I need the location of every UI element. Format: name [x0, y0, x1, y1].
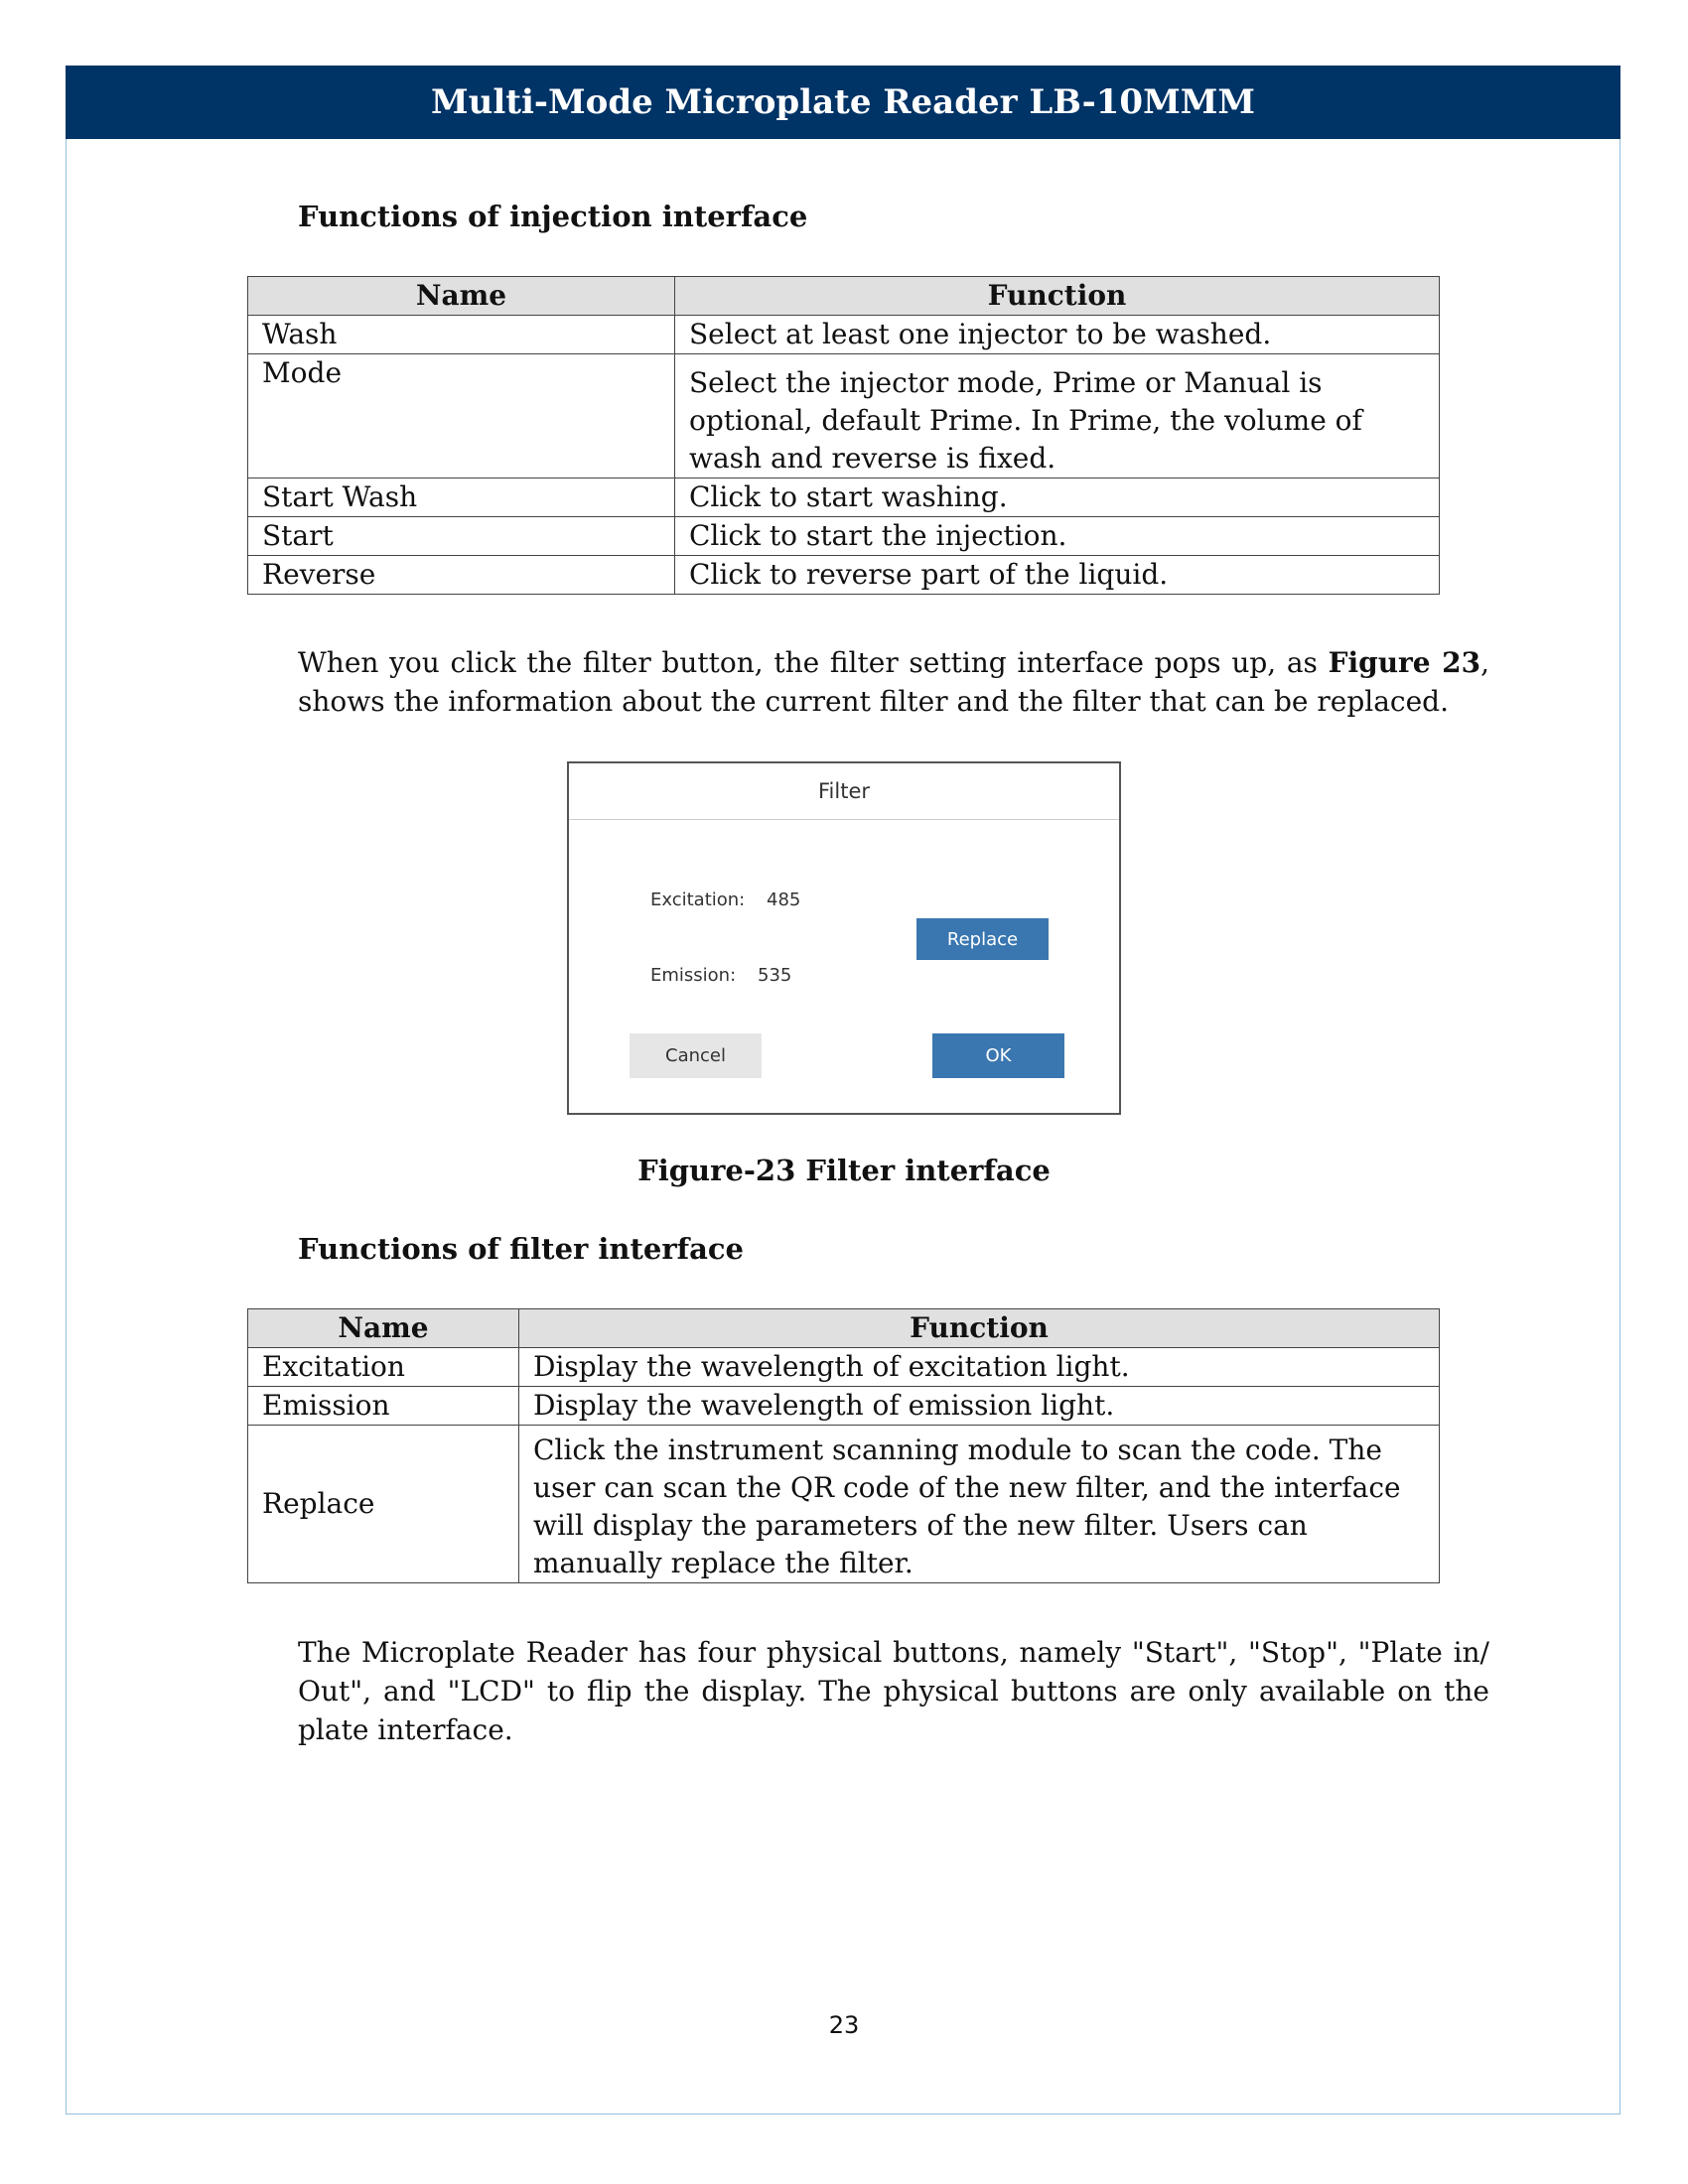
figure-reference: Figure 23	[1328, 646, 1481, 679]
cell-name: Excitation	[248, 1348, 519, 1387]
injection-table	[247, 276, 1440, 595]
excitation-value: 485	[767, 889, 801, 910]
table-row	[248, 316, 1440, 354]
cancel-button[interactable]: Cancel	[630, 1033, 762, 1078]
table-header-row	[248, 1309, 1440, 1348]
cell-name: Replace	[248, 1426, 519, 1583]
filter-dialog-screenshot	[567, 761, 1121, 1115]
cell-name: Mode	[248, 354, 675, 478]
cell-function: Display the wavelength of emission light.	[519, 1387, 1440, 1426]
cell-function: Display the wavelength of excitation light.	[519, 1348, 1440, 1387]
replace-button[interactable]: Replace	[916, 918, 1049, 960]
ok-button[interactable]: OK	[932, 1033, 1064, 1078]
emission-label: Emission:	[650, 965, 737, 986]
page-header	[66, 66, 1620, 139]
cell-function: Select the injector mode, Prime or Manual is optional, default Prime. In Prime, the volume of wash and reverse is fixed.	[675, 354, 1440, 478]
cell-function: Click to start washing.	[675, 478, 1440, 517]
filter-heading: Functions of filter interface	[298, 1232, 745, 1266]
table-row	[248, 1426, 1440, 1583]
page-number: 23	[828, 2011, 860, 2039]
figure-caption: Figure-23 Filter interface	[637, 1154, 1051, 1187]
cell-function: Click to start the injection.	[675, 517, 1440, 556]
intro-text: When you click the filter button, the filter setting interface pops up, as	[298, 646, 1329, 679]
intro-text-end: , shows the information about the current filter and the filter that can be replaced.	[298, 646, 1490, 718]
column-header-function: Function	[675, 277, 1440, 316]
column-header-name: Name	[248, 1309, 519, 1348]
table-row	[248, 1387, 1440, 1426]
filter-table	[247, 1308, 1440, 1583]
table-row	[248, 354, 1440, 478]
column-header-name: Name	[248, 277, 675, 316]
excitation-label: Excitation:	[650, 889, 746, 910]
table-row	[248, 556, 1440, 595]
cell-name: Emission	[248, 1387, 519, 1426]
cell-name: Reverse	[248, 556, 675, 595]
emission-value: 535	[758, 965, 792, 986]
cell-function: Click to reverse part of the liquid.	[675, 556, 1440, 595]
injection-heading: Functions of injection interface	[298, 200, 808, 233]
header-title: Multi-Mode Microplate Reader LB-10MMM	[431, 82, 1255, 122]
cell-name: Wash	[248, 316, 675, 354]
dialog-title: Filter	[569, 763, 1119, 820]
table-header-row	[248, 277, 1440, 316]
table-row	[248, 517, 1440, 556]
intro-paragraph	[298, 643, 1489, 721]
column-header-function: Function	[519, 1309, 1440, 1348]
cell-function: Select at least one injector to be washed.	[675, 316, 1440, 354]
cell-function: Click the instrument scanning module to scan the code. The user can scan the QR code of the new filter, and the interface will display the parameters of the new filter. Users can manually replace the filter.	[519, 1426, 1440, 1583]
closing-paragraph: The Microplate Reader has four physical buttons, namely "Start", "Stop", "Plate in/ Out", and "LCD" to flip the display. The physical buttons are only available on the plate interface.	[298, 1636, 1489, 1746]
table-row	[248, 478, 1440, 517]
table-row	[248, 1348, 1440, 1387]
cell-name: Start	[248, 517, 675, 556]
cell-name: Start Wash	[248, 478, 675, 517]
